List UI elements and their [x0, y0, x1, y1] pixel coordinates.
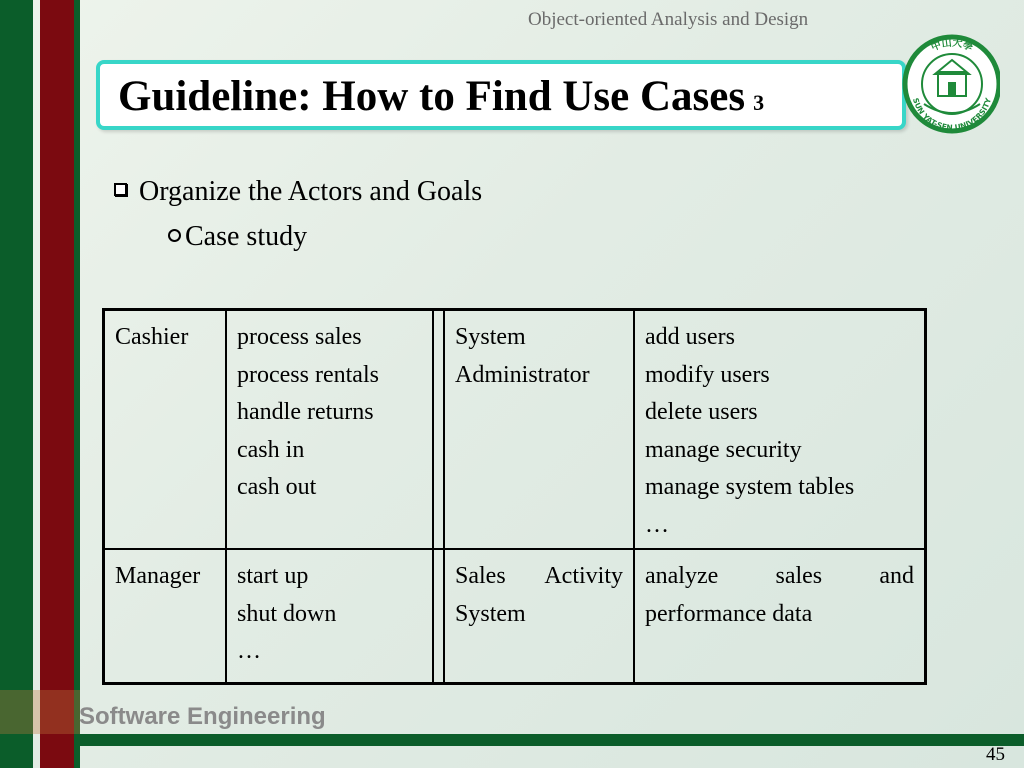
goal-item: handle returns	[237, 399, 374, 425]
title-box	[96, 60, 906, 130]
slide-title	[118, 72, 764, 121]
goal-item: process sales	[237, 324, 362, 350]
table-row	[104, 310, 926, 550]
bullet-sub-text: Case study	[185, 221, 308, 252]
actor-name: Administrator	[455, 361, 590, 388]
actor-cell	[444, 310, 634, 550]
square-bullet-icon	[114, 183, 127, 196]
actors-goals-table	[102, 308, 927, 685]
left-red-bar	[40, 0, 74, 768]
slide-title-text: Guideline: How to Find Use Cases	[118, 73, 746, 120]
goals-cell	[226, 310, 433, 550]
footer-label: Software Engineering	[79, 703, 326, 730]
table-row	[104, 549, 926, 683]
goal-item: manage security	[645, 436, 802, 463]
page-number: 45	[986, 744, 1005, 765]
footer-accent-band	[0, 690, 80, 734]
goal-item: start up	[237, 563, 309, 589]
university-logo	[900, 30, 1000, 140]
slide-title-suffix: 3	[753, 90, 765, 115]
actor-name: System	[455, 324, 526, 350]
spacer-cell	[433, 310, 444, 550]
goals-cell: analyze sales and performance data	[634, 549, 926, 683]
left-green-stripe	[74, 0, 80, 768]
goal-item: manage system tables	[645, 474, 855, 500]
goal-item: cash out	[237, 474, 317, 500]
bullet-main	[114, 176, 482, 208]
actor-name: Manager	[115, 563, 201, 589]
goal-item: …	[645, 511, 669, 538]
actor-cell	[104, 310, 227, 550]
goals-cell	[634, 310, 926, 550]
bullet-sub	[168, 221, 307, 253]
goal-item: …	[237, 638, 261, 664]
spacer-cell	[433, 549, 444, 683]
logo-ring-text: SUN YAT-SEN UNIVERSITY	[910, 96, 994, 133]
goal-item: process rentals	[237, 361, 379, 388]
goal-item: modify users	[645, 361, 770, 388]
goals-cell	[226, 549, 433, 683]
logo-chinese-text: 中山大學	[929, 37, 975, 54]
goal-item: shut down	[237, 600, 337, 627]
footer-green-line	[80, 734, 1024, 746]
goal-item: add users	[645, 324, 735, 350]
left-green-bar	[0, 0, 33, 768]
actor-cell	[104, 549, 227, 683]
course-title: Object-oriented Analysis and Design	[528, 9, 809, 30]
goal-item: delete users	[645, 399, 758, 425]
actor-cell: Sales Activity System	[444, 549, 634, 683]
circle-bullet-icon	[168, 229, 181, 242]
bullet-main-text: Organize the Actors and Goals	[139, 176, 483, 207]
actor-name: Cashier	[115, 324, 189, 350]
goal-item: cash in	[237, 436, 305, 463]
